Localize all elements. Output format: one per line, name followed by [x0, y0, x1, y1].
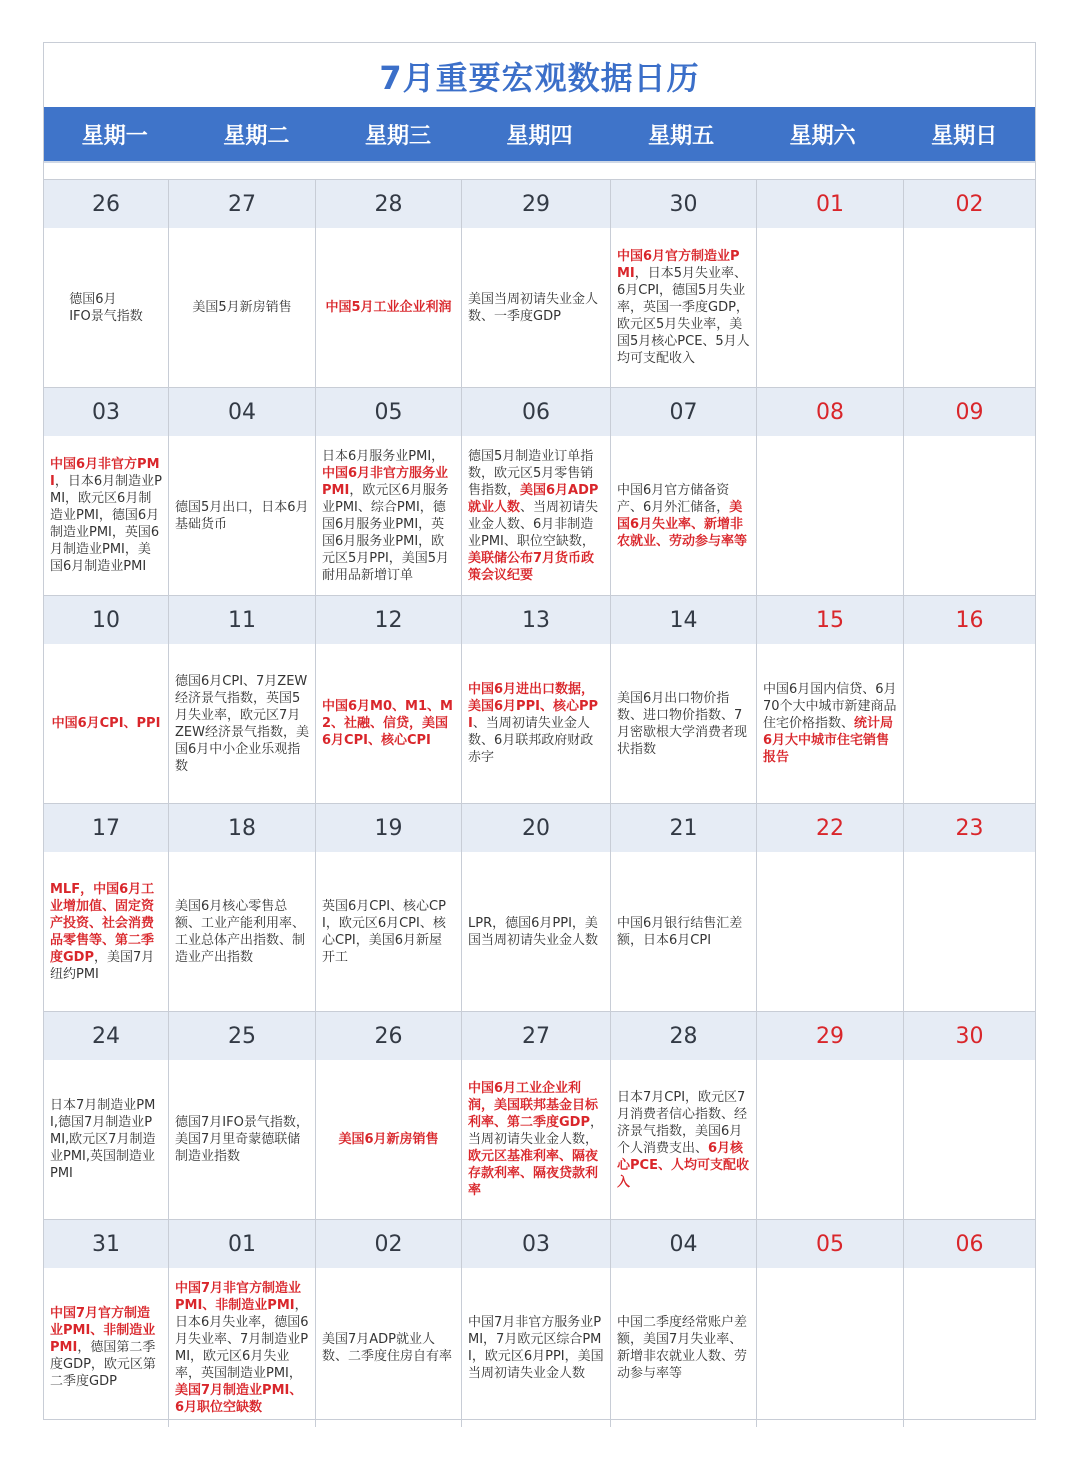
event-text [50, 1097, 162, 1182]
event-text [69, 291, 143, 325]
day-events [611, 852, 756, 1011]
day-number: 14 [611, 596, 756, 644]
event-highlight: 中国6月CPI、PPI [51, 716, 161, 731]
event-normal: 英国6月CPI、核心CPI，欧元区6月CPI、核心CPI，美国6月新屋开工 [322, 898, 446, 965]
event-normal: 日本7月制造业PMI,德国7月制造业PMI,欧元区7月制造业PMI,英国制造业PMI [50, 1098, 156, 1181]
event-highlight: 美联储公布7月货币政策会议纪要 [468, 550, 595, 583]
day-cell [316, 1012, 462, 1219]
day-cell [44, 596, 169, 803]
event-highlight: 中国6月工业企业利润，美国联邦基金目标利率、第二季度GDP [468, 1081, 599, 1130]
day-cell [462, 804, 611, 1011]
day-cell [316, 388, 462, 595]
event-normal: LPR，德国6月PPI，美国当周初请失业金人数 [468, 915, 599, 948]
day-cell [169, 1012, 316, 1219]
weekday-wed: 星期三 [364, 123, 431, 149]
day-cell [316, 1220, 462, 1427]
event-text [617, 915, 750, 949]
day-events [169, 1268, 315, 1427]
event-normal: 德国7月IFO景气指数，美国7月里奇蒙德联储制造业指数 [175, 1115, 309, 1164]
event-highlight: 中国6月非官方服务业PMI [322, 465, 449, 498]
event-highlight: 中国5月工业企业利润 [325, 300, 452, 315]
event-normal: 中国二季度经常账户差额，美国7月失业率、新增非农就业人数、劳动参与率等 [617, 1314, 748, 1381]
week-row [44, 595, 1035, 803]
day-number: 26 [316, 1012, 461, 1060]
day-number: 29 [462, 180, 610, 228]
day-cell [44, 388, 169, 595]
day-number: 13 [462, 596, 610, 644]
event-highlight: 中国7月非官方制造业PMI、非制造业PMI [175, 1280, 302, 1313]
event-normal: 美国7月ADP就业人数、二季度住房自有率 [322, 1331, 453, 1364]
day-events [44, 1060, 168, 1219]
day-cell [611, 1012, 757, 1219]
day-events [44, 852, 168, 1011]
event-text [175, 1114, 309, 1165]
event-text [468, 291, 604, 325]
event-normal: ，当周初请失业金人数， [468, 1115, 604, 1147]
day-events [462, 852, 610, 1011]
day-cell [169, 804, 316, 1011]
day-events [169, 644, 315, 803]
day-events [904, 228, 1035, 387]
day-cell [462, 180, 611, 387]
event-normal: 德国6月CPI、7月ZEW经济景气指数，英国5月失业率，欧元区7月ZEW经济景气指数，美国6月中小企业乐观指数 [175, 673, 309, 774]
day-cell [169, 180, 316, 387]
event-normal: 德国5月出口，日本6月基础货币 [175, 499, 309, 532]
event-normal: ，日本5月失业率、6月CPI，德国5月失业率，英国一季度GDP，欧元区5月失业率，美国5月核心PCE、5月人均可支配收入 [617, 266, 750, 366]
day-events [462, 1060, 610, 1219]
day-number: 06 [462, 388, 610, 436]
day-number: 07 [611, 388, 756, 436]
event-normal: 、当周初请失业金人数、6月联邦政府财政赤字 [468, 716, 594, 765]
event-normal: 中国7月非官方服务业PMI，7月欧元区综合PMI，欧元区6月PPI，美国当周初请失业金人数 [468, 1314, 604, 1381]
event-highlight: 中国6月官方制造业PMI [617, 249, 740, 281]
day-events [44, 436, 168, 595]
event-normal: 美国6月核心零售总额、工业产能利用率、工业总体产出指数、制造业产出指数 [175, 898, 306, 965]
day-cell [462, 388, 611, 595]
day-cell [611, 1220, 757, 1427]
day-cell [169, 388, 316, 595]
day-cell [44, 1220, 169, 1427]
weekday-thu: 星期四 [506, 123, 573, 149]
day-events [44, 644, 168, 803]
event-highlight: 中国6月进出口数据，美国6月PPI、核心PPI [468, 682, 598, 731]
day-events [757, 436, 903, 595]
day-cell [169, 596, 316, 803]
event-normal: ，德国第二季度GDP，欧元区第二季度GDP [50, 1340, 156, 1389]
day-cell [611, 596, 757, 803]
event-highlight: 中国6月M0、M1、M2、社融、信贷，美国6月CPI、核心CPI [322, 699, 453, 748]
day-events [316, 852, 461, 1011]
weekday-header [44, 107, 1035, 163]
day-cell [757, 1220, 904, 1427]
day-events [757, 1268, 903, 1427]
day-events [169, 852, 315, 1011]
day-number: 26 [44, 180, 168, 228]
week-row [44, 387, 1035, 595]
day-events [44, 1268, 168, 1427]
day-number: 29 [757, 1012, 903, 1060]
day-events [169, 1060, 315, 1219]
event-highlight: 美国6月新房销售 [338, 1132, 439, 1147]
event-normal: ，欧元区6月服务业PMI、综合PMI，德国6月服务业PMI，英国6月服务业PMI，欧元区5月PPI，美国5月耐用品新增订单 [322, 482, 450, 583]
day-events [316, 228, 461, 387]
day-number: 02 [316, 1220, 461, 1268]
day-events [462, 228, 610, 387]
weekday-mon: 星期一 [81, 123, 148, 149]
event-highlight: 美国6月ADP就业人数 [468, 482, 599, 515]
event-text [617, 248, 750, 367]
day-cell [611, 180, 757, 387]
day-number: 06 [904, 1220, 1035, 1268]
day-number: 28 [611, 1012, 756, 1060]
day-cell [757, 596, 904, 803]
day-number: 20 [462, 804, 610, 852]
day-number: 12 [316, 596, 461, 644]
event-text [175, 673, 309, 775]
day-cell [904, 1220, 1035, 1427]
event-text [52, 715, 161, 732]
event-text [322, 448, 455, 584]
event-highlight: 中国7月官方制造业PMI、非制造业PMI [50, 1306, 156, 1355]
event-text [468, 1314, 604, 1382]
event-text [617, 690, 750, 758]
event-normal: 美国当周初请失业金人数、一季度GDP [468, 291, 599, 324]
day-events [757, 644, 903, 803]
day-number: 28 [316, 180, 461, 228]
event-normal: ，日本6月失业率，德国6月失业率、7月制造业PMI，欧元区6月失业率，英国制造业PMI， [175, 1297, 309, 1381]
event-highlight: 美国6月失业率、新增非农就业、劳动参与率等 [617, 499, 748, 549]
event-normal: 德国6月 IFO景气指数 [69, 291, 143, 324]
day-number: 15 [757, 596, 903, 644]
day-cell [611, 804, 757, 1011]
weekday-sat: 星期六 [789, 123, 856, 149]
day-events [316, 1268, 461, 1427]
day-number: 17 [44, 804, 168, 852]
event-text [617, 482, 750, 550]
day-cell [611, 388, 757, 595]
event-text [175, 1280, 309, 1416]
day-number: 08 [757, 388, 903, 436]
event-highlight: 美国7月制造业PMI、6月职位空缺数 [175, 1382, 303, 1415]
day-cell [904, 388, 1035, 595]
event-normal: ，美国7月纽约PMI [50, 949, 155, 982]
day-number: 27 [169, 180, 315, 228]
day-events [169, 436, 315, 595]
day-number: 16 [904, 596, 1035, 644]
event-text [617, 1089, 750, 1191]
event-text [468, 915, 604, 949]
day-events [611, 228, 756, 387]
event-normal: 德国5月制造业订单指数，欧元区5月零售销售指数， [468, 448, 594, 498]
event-normal: ，日本6月制造业PMI，欧元区6月制造业PMI，德国6月制造业PMI，英国6月制造业PMI，美国6月制造业PMI [50, 474, 162, 574]
day-cell [462, 1220, 611, 1427]
day-cell [757, 180, 904, 387]
day-number: 01 [757, 180, 903, 228]
day-events [904, 644, 1035, 803]
event-text [50, 1305, 162, 1390]
event-text [175, 898, 309, 966]
day-cell [316, 180, 462, 387]
day-events [904, 1268, 1035, 1427]
day-number: 24 [44, 1012, 168, 1060]
day-events [462, 1268, 610, 1427]
week-row [44, 179, 1035, 387]
event-text [763, 681, 897, 766]
day-cell [462, 1012, 611, 1219]
day-number: 05 [316, 388, 461, 436]
day-cell [44, 804, 169, 1011]
day-cell [904, 1012, 1035, 1219]
day-cell [169, 1220, 316, 1427]
day-events [757, 1060, 903, 1219]
day-number: 01 [169, 1220, 315, 1268]
event-text [617, 1314, 750, 1382]
event-text [338, 1131, 438, 1148]
event-text [322, 898, 455, 966]
day-number: 03 [462, 1220, 610, 1268]
day-events [611, 1060, 756, 1219]
event-highlight: 统计局6月大中城市住宅销售报告 [763, 716, 894, 765]
day-events [462, 436, 610, 595]
day-number: 10 [44, 596, 168, 644]
event-normal: 、当周初请失业金人数、6月非制造业PMI、职位空缺数， [468, 499, 599, 549]
day-events [611, 436, 756, 595]
event-text [322, 698, 455, 749]
event-normal: 美国5月新房销售 [192, 300, 292, 315]
event-normal: 中国6月官方储备资产、6月外汇储备， [617, 482, 730, 515]
day-events [169, 228, 315, 387]
day-cell [904, 804, 1035, 1011]
event-normal: 中国6月银行结售汇差额，日本6月CPI [617, 915, 743, 948]
event-highlight: MLF，中国6月工业增加值、固定资产投资、社会消费品零售等、第二季度GDP [50, 881, 155, 965]
day-events [611, 644, 756, 803]
event-text [325, 299, 451, 316]
event-text [50, 881, 162, 983]
event-text [468, 448, 604, 584]
day-events [316, 644, 461, 803]
day-number: 05 [757, 1220, 903, 1268]
day-number: 04 [611, 1220, 756, 1268]
day-number: 19 [316, 804, 461, 852]
day-cell [44, 180, 169, 387]
event-highlight: 欧元区基准利率、隔夜存款利率、隔夜贷款利率 [468, 1149, 599, 1198]
day-events [316, 436, 461, 595]
event-normal: 美国6月出口物价指数、进口物价指数、7月密歇根大学消费者现状指数 [617, 690, 748, 757]
day-number: 23 [904, 804, 1035, 852]
day-cell [316, 804, 462, 1011]
day-number: 21 [611, 804, 756, 852]
week-row [44, 803, 1035, 1011]
day-events [904, 852, 1035, 1011]
event-highlight: 中国6月非官方PMI [50, 457, 160, 489]
event-normal: 日本6月服务业PMI， [322, 448, 445, 464]
day-cell [757, 388, 904, 595]
event-text [468, 1080, 604, 1199]
day-number: 03 [44, 388, 168, 436]
day-number: 04 [169, 388, 315, 436]
day-number: 18 [169, 804, 315, 852]
day-cell [904, 596, 1035, 803]
day-events [316, 1060, 461, 1219]
day-number: 30 [904, 1012, 1035, 1060]
day-number: 02 [904, 180, 1035, 228]
day-number: 31 [44, 1220, 168, 1268]
day-cell [904, 180, 1035, 387]
week-row [44, 1219, 1035, 1427]
day-number: 30 [611, 180, 756, 228]
day-events [611, 1268, 756, 1427]
day-cell [316, 596, 462, 803]
day-events [757, 228, 903, 387]
page-title: 7月重要宏观数据日历 [379, 59, 700, 97]
event-normal: 日本7月CPI，欧元区7月消费者信心指数、经济景气指数，美国6月个人消费支出、 [617, 1089, 748, 1156]
weekday-sun: 星期日 [931, 123, 998, 149]
day-number: 25 [169, 1012, 315, 1060]
day-events [44, 228, 168, 387]
event-text [50, 456, 162, 575]
day-cell [462, 596, 611, 803]
day-number: 22 [757, 804, 903, 852]
event-normal: 中国6月国内信贷、6月70个大中城市新建商品住宅价格指数、 [763, 682, 897, 731]
day-cell [757, 1012, 904, 1219]
week-row [44, 1011, 1035, 1219]
event-text [192, 299, 291, 316]
weekday-fri: 星期五 [648, 123, 715, 149]
day-number: 11 [169, 596, 315, 644]
event-text [322, 1331, 455, 1365]
day-events [757, 852, 903, 1011]
calendar-grid [44, 179, 1035, 1427]
day-events [904, 436, 1035, 595]
day-cell [44, 1012, 169, 1219]
day-cell [757, 804, 904, 1011]
day-number: 27 [462, 1012, 610, 1060]
event-highlight: 6月核心PCE、人均可支配收入 [617, 1140, 749, 1190]
event-text [175, 499, 309, 533]
calendar-frame [43, 42, 1036, 1420]
weekday-tue: 星期二 [223, 123, 290, 149]
day-number: 09 [904, 388, 1035, 436]
day-events [462, 644, 610, 803]
event-text [468, 681, 604, 766]
day-events [904, 1060, 1035, 1219]
